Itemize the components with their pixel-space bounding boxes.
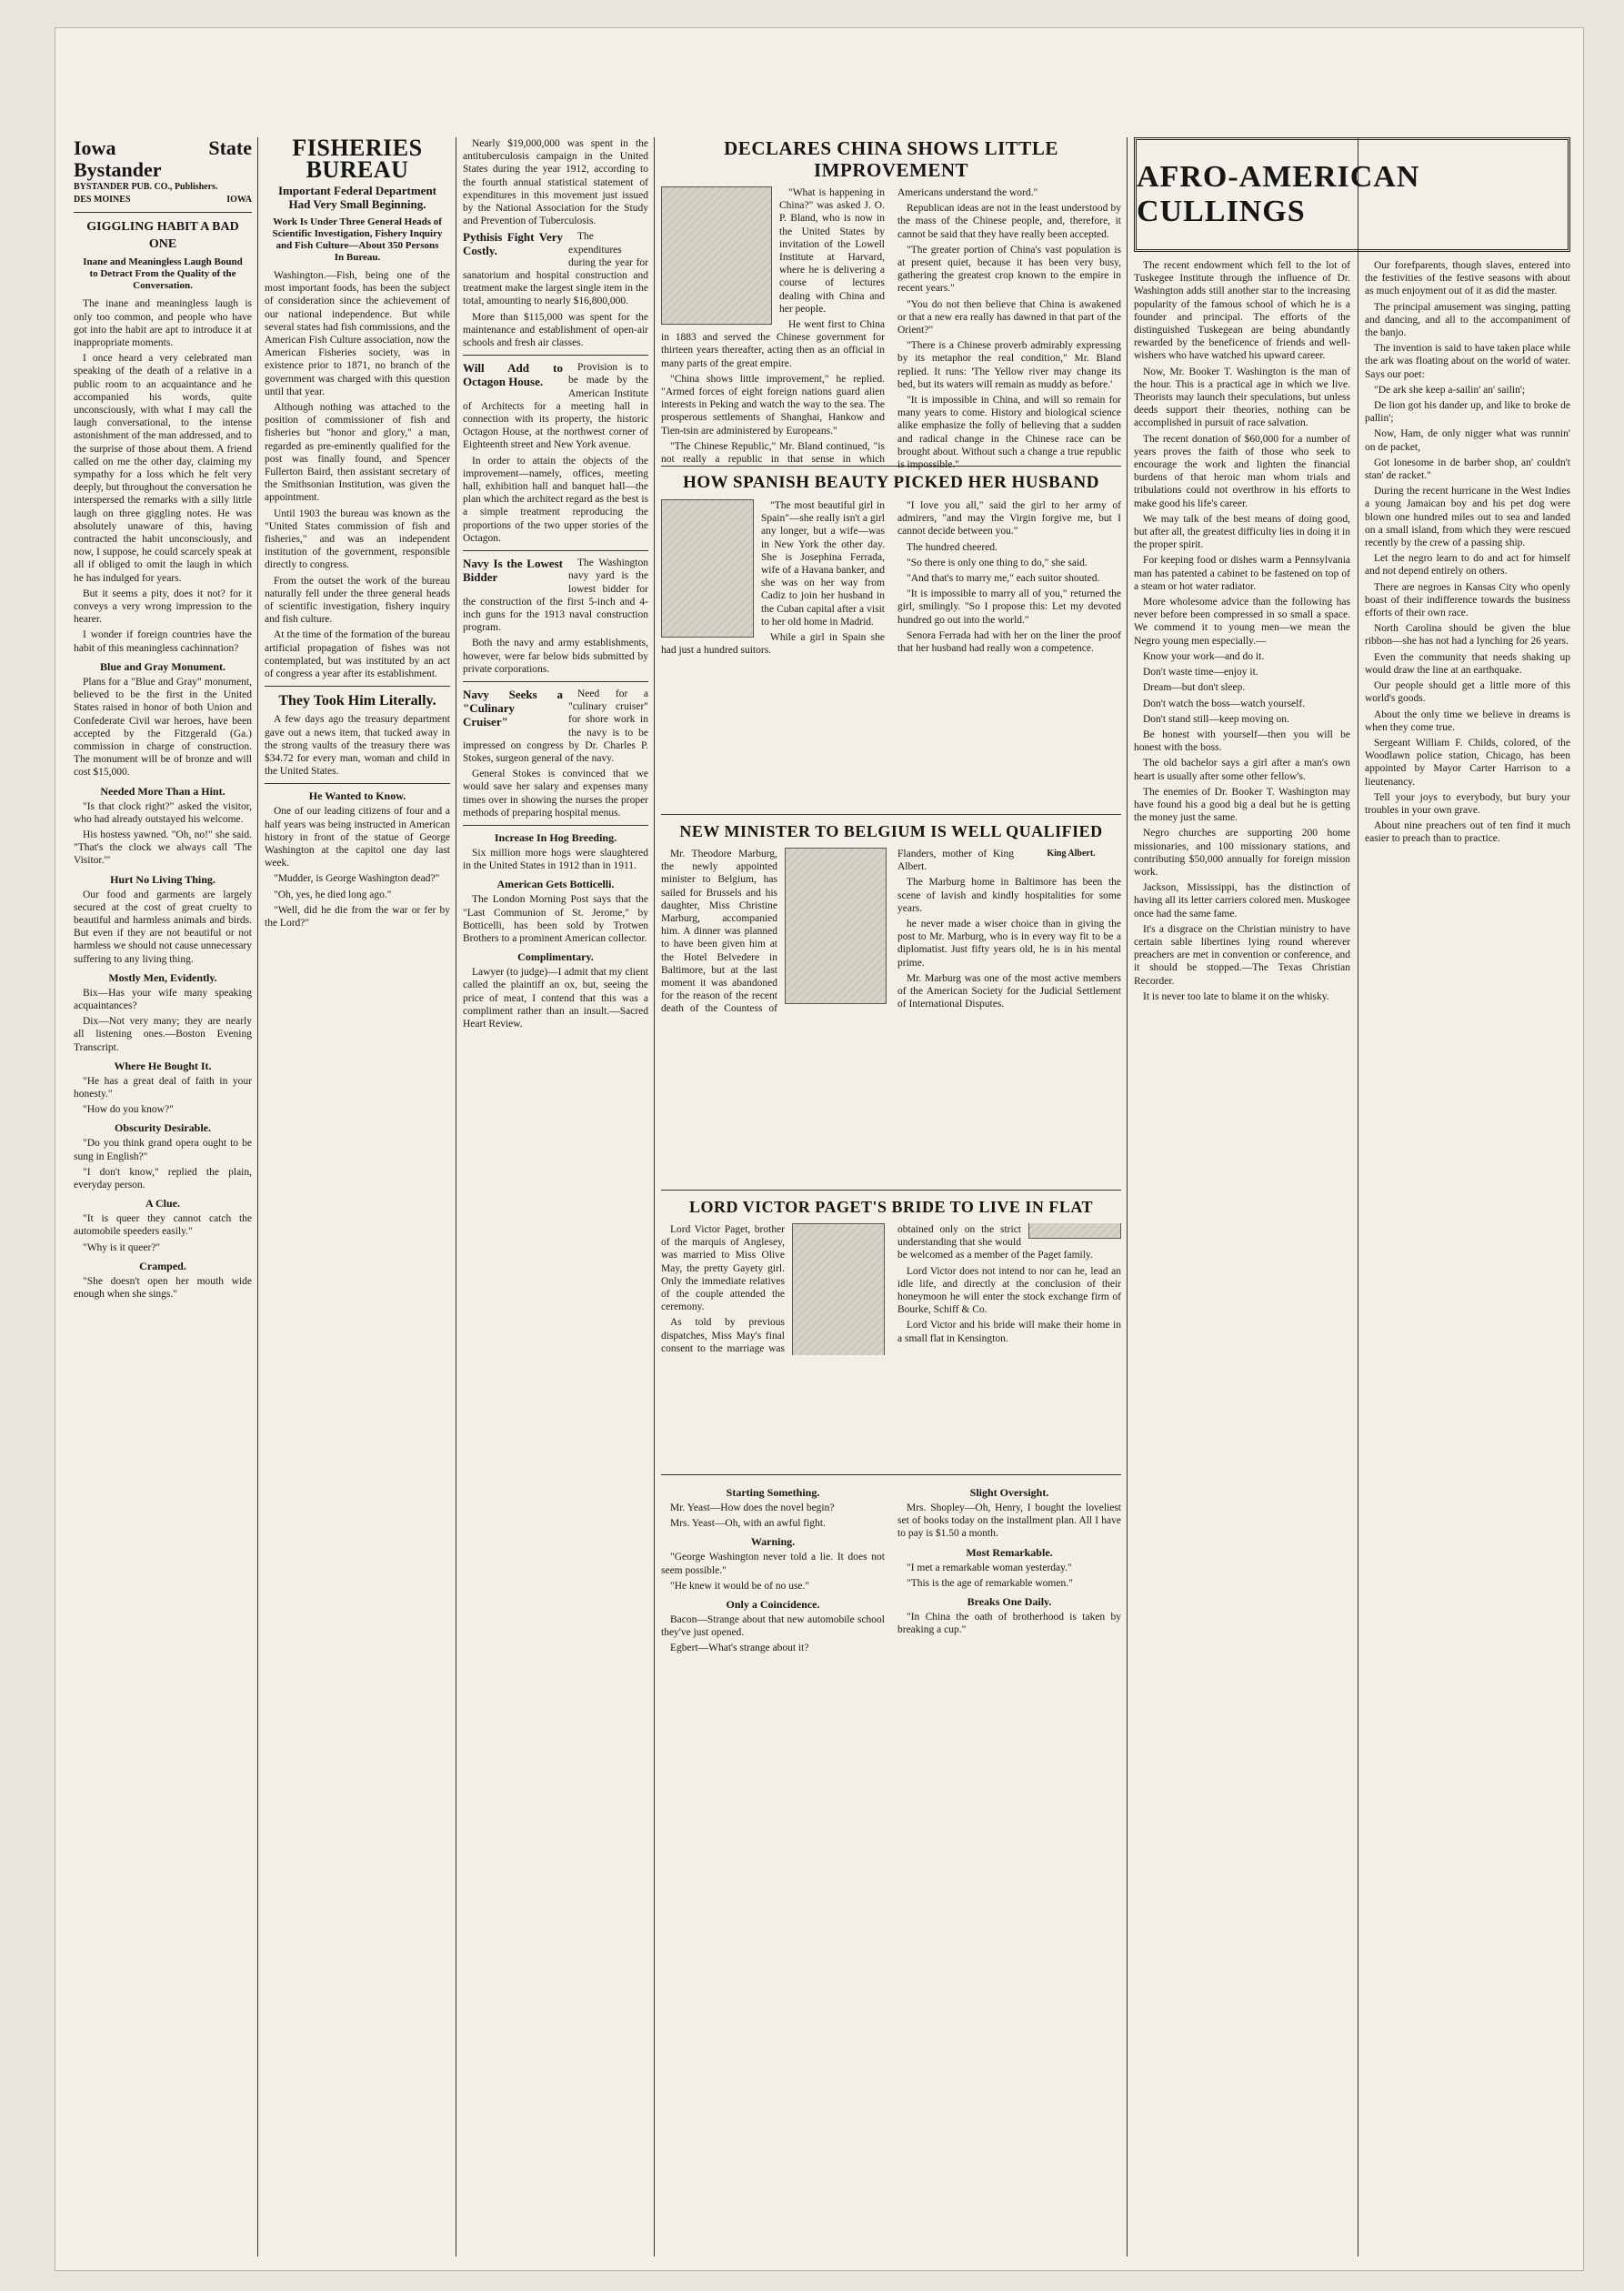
side-headline: Navy Seeks a "Culinary Cruiser" <box>463 687 563 728</box>
masthead-location: DES MOINES IOWA <box>74 195 252 206</box>
paragraph: "It is impossible in China, and will so remain for many years to come. History and biological science alike emphasize the folly of believing that a sudden and radical change in the Chinese race can be brought about. Without such a change a true republic is impossible." <box>897 395 1121 471</box>
portrait-photo <box>661 186 772 325</box>
portrait-photo <box>661 499 754 638</box>
headline: Mostly Men, Evidently. <box>108 970 217 984</box>
paragraph: Jackson, Mississippi, has the distinction of having all its letter carriers colored men. Muskogee once had the same fame. <box>1134 882 1350 919</box>
article-body <box>661 499 1121 658</box>
paragraph: "You do not then believe that China is awakened or that a new era really has dawned in that part of the Orient?" <box>897 298 1121 337</box>
paragraph: There are negroes in Kansas City who openly boast of their indifference towards the business efforts of their own race. <box>1365 581 1570 619</box>
paragraph: I once heard a very celebrated man speaking of the death of a relative in a public room to an acquaintance and he accompanied his words, quite unconsciously, with what I may call the laugh conversational, to the intense astonishment of the man addressed, and to the surprise of those about them. A friend called on me the other day, claiming my sympathy for a loss which he felt very deeply, but throughout the conversation he interspersed the remarks with a silly little laugh on three giggling notes. He was absolutely unaware of this, having contracted the habit unconsciously, and now, I suppose, he could scarcely speak at all if obliged to omit the laugh in which he has indulged for years. <box>74 353 252 584</box>
paragraph: "Why is it queer?" <box>83 1241 161 1253</box>
paragraph: Mr. Theodore Marburg, the newly appointed minister to Belgium, has sailed for Brussels and his daughter, Miss Christine Marburg, accompanied him. A dinner was planned to have been given him at the Hotel Belvedere in Baltimore, but at the last moment it was abandoned for the reason of the recent death of the Countess of Flanders, mother of King Albert. <box>661 849 1014 1015</box>
paragraph: Mr. Marburg was one of the most active members of the American Society for the Judicial Settlement of International Disputes. <box>897 972 1121 1010</box>
paragraph: Sergeant William F. Childs, colored, of the Woodlawn police station, Chicago, has been appointed by Mayor Carter Harrison to a lieutenancy. <box>1365 737 1570 788</box>
paragraph: "George Washington never told a lie. It does not seem possible." <box>661 1552 885 1576</box>
column-2 <box>265 137 450 2256</box>
paragraph: The London Morning Post says that the "Last Communion of St. Jerome," by Botticelli, has been sold by Trotwen Brothers to a prominent American collector. <box>463 894 648 944</box>
headline: GIGGLING HABIT A BAD ONE <box>86 220 239 252</box>
paragraph: "I met a remarkable woman yesterday." <box>907 1562 1072 1573</box>
paragraph: The invention is said to have taken place while the ark was floating about on the world of water. Says our poet: <box>1365 343 1570 380</box>
article-body <box>74 297 252 654</box>
paragraph: Our forefparents, though slaves, entered into the festivities of the festive seasons with about as much enjoyment out of it as did the master. <box>1365 260 1570 297</box>
paragraph: "So there is only one thing to do," she said. <box>907 557 1088 568</box>
paragraph: "And that's to marry me," each suitor shouted. <box>907 573 1100 585</box>
paragraph: The expenditures during the year for sanatorium and hospital construction and treatment make the largest single item in the total, amounting to nearly $16,800,000. <box>463 231 648 307</box>
paragraph: "How do you know?" <box>83 1104 174 1116</box>
paragraph: Nearly $19,000,000 was spent in the antituberculosis campaign in the United States during the year 1912, according to the fourth annual statistical statement of expenditures in this movement just issued by the National Association for the Study and Prevention of Tuberculosis. <box>463 138 648 227</box>
paragraph: Don't stand still—keep moving on. <box>1143 713 1289 725</box>
masthead-publisher: BYSTANDER PUB. CO., Publishers. <box>74 182 218 192</box>
paragraph: Plans for a "Blue and Gray" monument, believed to be the first in the United States raised in honor of both Union and Confederate Civil war heroes, have been accepted by the Fitzgerald (Ga.) commission in charge of construction. The monument will be of bronze and will cost $15,000. <box>74 676 252 779</box>
headline: Increase In Hog Breeding. <box>494 830 617 844</box>
center-section <box>661 137 1121 2256</box>
paragraph: North Carolina should be given the blue ribbon—she has not had a lynching for 26 years. <box>1365 623 1570 648</box>
headline: Complimentary. <box>517 950 594 964</box>
paragraph: Lord Victor Paget, brother of the marquis of Anglesey, was married to Miss Olive May, the pretty Gayety girl. Only the immediate relatives of the couple attended the ceremony. <box>661 1224 785 1313</box>
headline: Hurt No Living Thing. <box>110 872 216 886</box>
paragraph: Lord Victor does not intend to nor can he, lead an idle life, and directly at the conclusion of their honeymoon he will enter the stock exchange firm of Bourke, Schiff & Co. <box>897 1265 1121 1316</box>
side-headline: Navy Is the Lowest Bidder <box>463 557 563 585</box>
paragraph: Our people should get a little more of this world's goods. <box>1365 680 1570 705</box>
side-headline: Will Add to Octagon House. <box>463 361 563 389</box>
paragraph: He went first to China in 1883 and served the Chinese government for thirteen years thereafter, acting then as an official in many parts of the great empire. <box>661 319 885 369</box>
masthead <box>74 137 252 206</box>
paragraph: For keeping food or dishes warm a Pennsylvania man has patented a cabinet to be fastened on top of a steam or hot water radiator. <box>1134 555 1350 592</box>
paragraph: At the time of the formation of the bureau artificial propagation of fishes was not contemplated, but was instituted by an act of congress a year after its establishment. <box>265 629 450 680</box>
paragraph: "Mudder, is George Washington dead?" <box>274 873 440 885</box>
paragraph: The Washington navy yard is the lowest bidder for the construction of the first 5-inch and 4-inch guns for the 1913 naval construction program. <box>463 558 648 634</box>
paragraph: Bix—Has your wife many speaking acquaintances? <box>74 987 252 1011</box>
verse-line: Got lonesome in de barber shop, an' couldn't stan' de racket." <box>1365 457 1570 482</box>
paragraph: More wholesome advice than the following has never before been compressed in so small a space. We commend it to young men—we mean the Negro young men especially.— <box>1134 597 1350 647</box>
paragraph: One of our leading citizens of four and a half years was being instructed in American history in front of the statue of George Washington at the capitol one day last week. <box>265 806 450 869</box>
paragraph: "He has a great deal of faith in your honesty." <box>74 1075 252 1100</box>
paragraph: "Oh, yes, he died long ago." <box>274 889 392 900</box>
paragraph: Even the community that needs shaking up would draw the line at an earthquake. <box>1365 651 1570 676</box>
paragraph: Although nothing was attached to the position of commissioner of fish and fisheries but "honor and glory," a man, regarded as pre-eminently qualified for the post was finally found, and Spencer Fullerton Baird, then assistant secretary of the Smithsonian Institution, was given the appointment. <box>265 402 450 504</box>
paragraph: I wonder if foreign countries have the habit of this meaningless cachinnation? <box>74 629 252 654</box>
paragraph: The old bachelor says a girl after a man's own heart is usually after some other fellow's. <box>1134 758 1350 782</box>
headline: FISHERIES BUREAU <box>292 135 423 183</box>
column-3 <box>463 137 648 2256</box>
paragraph: In order to attain the objects of the improvement—namely, offices, meeting hall, exhibition hall and banquet hall—the plan which the architect regard as the best is a simple treatment reproducing the proportions of the two upper stories of the Octagon. <box>463 455 648 544</box>
paragraph: "She doesn't open her mouth wide enough when she sings." <box>74 1275 252 1300</box>
paragraph: Egbert—What's strange about it? <box>670 1643 809 1654</box>
paragraph: General Stokes is convinced that we would save her salary and expenses many times over in showing the nurses the proper methods of preparing hospital menus. <box>463 769 648 819</box>
paragraph: The hundred cheered. <box>907 541 997 553</box>
headline: Most Remarkable. <box>966 1545 1053 1559</box>
paragraph: Our food and garments are largely secured at the cost of great cruelty to beautiful and harmless animals and birds. But even if they are not beautiful or not harmless we should not cause unnecessary suffering to any living thing. <box>74 889 252 965</box>
paragraph: Six million more hogs were slaughtered in the United States in 1912 than in 1911. <box>463 847 648 872</box>
paragraph: Provision is to be made by the American Institute of Architects for a meeting hall in connection with its property, the historic Octagon House, at the northwest corner of Eighteenth street and New York avenue. <box>463 362 648 451</box>
headline: Cramped. <box>139 1259 186 1272</box>
paragraph: From the outset the work of the bureau naturally fell under the three general heads of scientific investigation, fishery inquiry and fish culture. <box>265 575 450 626</box>
newspaper-page <box>55 27 1584 2271</box>
paragraph: Mr. Yeast—How does the novel begin? <box>670 1502 835 1513</box>
paragraph: Tell your joys to everybody, but bury your troubles in your own grave. <box>1365 791 1570 816</box>
paragraph: During the recent hurricane in the West Indies a young Jamaican boy and his pet dog were blown one hundred miles out to sea and landed on a small island, from which they were rescued recently by the crew of a passing ship. <box>1365 486 1570 549</box>
column-rule <box>1127 137 1128 2256</box>
paragraph: Senora Ferrada had with her on the liner the proof that her husband had really won a competence. <box>897 629 1121 655</box>
headline: LORD VICTOR PAGET'S BRIDE TO LIVE IN FLAT <box>688 1198 1094 1216</box>
paragraph: Both the navy and army establishments, however, were far below bids submitted by private corporations. <box>463 638 648 675</box>
cullings-left <box>1134 259 1350 1006</box>
article-body <box>661 848 1121 1016</box>
paragraph: Mrs. Shopley—Oh, Henry, I bought the loveliest set of books today on the installment plan. All I have to pay is $1.50 a month. <box>897 1502 1121 1540</box>
paragraph: "China shows little improvement," he replied. "Armed forces of eight foreign nations guard alien interests in Peking and watch the way to the sea. The prosperous settlements of Shanghai, Hankow and Tien-tsin are administered by Europeans." <box>661 373 885 437</box>
paragraph: The enemies of Dr. Booker T. Washington may have found his a good big a deal but he is getting the money just the same. <box>1134 786 1350 824</box>
paragraph: The inane and meaningless laugh is only too common, and people who have got into the habit are apt to introduce it at inappropriate moments. <box>74 298 252 349</box>
paragraph: It's a disgrace on the Christian ministry to have certain sable libertines lying round wherever preachers are met in convention or conference, and it should be stopped.—The Texas Christian Recorder. <box>1134 923 1350 987</box>
paragraph: Now, Mr. Booker T. Washington is the man of the hour. This is a practical age in which we live. Theorists may launch their speculations, but unless deeds support their theories, nothing can be accomplished in pursuit of race salvation. <box>1134 366 1350 429</box>
headline: Warning. <box>750 1535 796 1549</box>
headline: A Clue. <box>145 1197 180 1211</box>
verse-line: De lion got his dander up, and like to broke de pallin'; <box>1365 400 1570 425</box>
paragraph: Don't watch the boss—watch yourself. <box>1143 698 1306 709</box>
article-body <box>661 186 1121 471</box>
paragraph: "This is the age of remarkable women." <box>907 1577 1073 1589</box>
headline: Breaks One Daily. <box>967 1595 1052 1609</box>
article-body <box>661 1223 1121 1355</box>
paragraph: Washington.—Fish, being one of the most important foods, has been the subject of consideration since the achievement of our national independence. But while several states had fish commissions, and the American Fish Culture association, now the American Fisheries society, was in existence prior to 1871, no branch of the government was charged with this question until that year. <box>265 270 450 397</box>
column-1 <box>74 137 252 2256</box>
paragraph: Let the negro learn to do and act for himself and not depend entirely on others. <box>1365 553 1570 578</box>
headline: Only a Coincidence. <box>726 1598 820 1612</box>
paragraph: We may talk of the best means of doing good, but after all, the greatest difficulty lies in doing it in the proper spirit. <box>1134 513 1350 551</box>
paragraph: "Is that clock right?" asked the visitor, who had already outstayed his welcome. <box>74 800 252 825</box>
headline: HOW SPANISH BEAUTY PICKED HER HUSBAND <box>683 473 1099 492</box>
portrait-photo <box>785 848 887 1004</box>
article-paget <box>661 1196 1121 1469</box>
paragraph: Need for a "culinary cruiser" for shore work in the navy is to be impressed on congress by Dr. Charles P. Stokes, surgeon general of the navy. <box>463 688 648 764</box>
short-items <box>661 1481 1121 1954</box>
cullings-section <box>1134 137 1570 2256</box>
headline: Starting Something. <box>726 1486 820 1499</box>
paragraph: Republican ideas are not in the least understood by the mass of the Chinese people, and, therefore, it cannot be said that they have really been accepted. <box>897 203 1121 240</box>
headline: NEW MINISTER TO BELGIUM IS WELL QUALIFIED <box>679 822 1103 840</box>
paragraph: "The most beautiful girl in Spain"—she really isn't a girl any longer, but a wife—was in New York the other day. She is Josephina Ferrada, wife of a Havana banker, and she was on her way from Cadiz to join her husband in the Cuban capital after a visit to her old home in Madrid. <box>761 500 885 628</box>
paragraph: "Do you think grand opera ought to be sung in English?" <box>74 1138 252 1162</box>
side-headline: Pythisis Fight Very Costly. <box>463 230 563 258</box>
verse-line: Now, Ham, de only nigger what was runnin' on de packet, <box>1365 428 1570 453</box>
paragraph: "In China the oath of brotherhood is taken by breaking a cup." <box>897 1612 1121 1636</box>
headline: Blue and Gray Monument. <box>99 659 226 673</box>
subheadline: Work Is Under Three General Heads of Scientific Investigation, Fishery Inquiry and Fish Culture—About 350 Persons In Bureau. <box>272 216 443 263</box>
paragraph: Know your work—and do it. <box>1143 650 1265 662</box>
paragraph: A few days ago the treasury department gave out a news item, that tucked away in the strong vaults of the treasury there was $34.72 for every man, woman and child in the United States. <box>265 714 450 778</box>
paragraph: "Well, did he die from the war or fer by the Lord?" <box>265 904 450 929</box>
paragraph: "It is impossible to marry all of you," returned the girl, smilingly. "So I propose this: Let my devoted hundred go out into the world." <box>897 588 1121 626</box>
short-items-right <box>897 1481 1121 1954</box>
headline: Obscurity Desirable. <box>115 1121 211 1135</box>
paragraph: The Marburg home in Baltimore has been the scene of lavish and kindly hospitalities for some years. <box>897 877 1121 914</box>
paragraph: More than $115,000 was spent for the maintenance and establishment of open-air schools and fresh air classes. <box>463 311 648 349</box>
paragraph: "It is queer they cannot catch the automobile speeders easily." <box>74 1213 252 1238</box>
paragraph: Mrs. Yeast—Oh, with an awful fight. <box>670 1518 826 1530</box>
column-rule <box>257 137 258 2256</box>
cullings-columns <box>1134 259 1570 1006</box>
paragraph: It is never too late to blame it on the whisky. <box>1143 990 1329 1002</box>
paragraph: Negro churches are supporting 200 home missionaries, and 100 missionary stations, and contributing $50,000 annually for foreign mission work. <box>1134 828 1350 878</box>
subheadline: Inane and Meaningless Laugh Bound to Detract From the Quality of the Conversation. <box>83 256 243 292</box>
headline: Slight Oversight. <box>969 1486 1049 1499</box>
subheadline: Important Federal Department Had Very Small Beginning. <box>277 184 436 211</box>
cullings-right <box>1365 259 1570 1006</box>
paragraph: "I don't know," replied the plain, everyday person. <box>74 1166 252 1191</box>
paragraph: "I love you all," said the girl to her army of admirers, "and may the Virgin forgive me, but I cannot decide between you." <box>897 500 1121 538</box>
cullings-title: AFRO-AMERICAN CULLINGS <box>1134 137 1570 252</box>
article-belgium <box>661 820 1121 1184</box>
paragraph: Bacon—Strange about that new automobile school they've just opened. <box>661 1614 885 1639</box>
paragraph: Lord Victor and his bride will make their home in a small flat in Kensington. <box>897 1320 1121 1344</box>
paragraph: Don't waste time—enjoy it. <box>1143 667 1258 678</box>
paragraph: While a girl in Spain she had just a hundred suitors. <box>661 632 885 657</box>
article-china <box>661 137 1121 471</box>
photo-caption: King Albert. <box>1047 849 1096 859</box>
column-rule <box>654 137 655 2256</box>
paragraph: As told by previous dispatches, Miss May's final consent to the marriage was obtained only on the strict understanding that she would be welcomed as a member of the Paget family. <box>661 1224 1093 1354</box>
paragraph: About nine preachers out of ten find it much easier to preach than to practice. <box>1365 820 1570 845</box>
paragraph: "The Chinese Republic," Mr. Bland continued, "is not really a republic in that sense in which Americans understand the word." <box>661 187 1038 466</box>
headline: They Took Him Literally. <box>278 693 436 709</box>
paragraph: Dix—Not very many; they are nearly all listening ones.—Boston Evening Transcript. <box>74 1016 252 1053</box>
masthead-title: Iowa State Bystander <box>74 136 252 181</box>
headline: American Gets Botticelli. <box>496 878 615 891</box>
paragraph: But it seems a pity, does it not? for it conveys a very wrong impression to the hearer. <box>74 588 252 626</box>
paragraph: His hostess yawned. "Oh, no!" she said. "That's the clock we always call 'The Visitor.'" <box>74 829 252 867</box>
short-items-left <box>661 1481 885 1954</box>
paragraph: The recent endowment which fell to the lot of Tuskegee Institute through the influence of Dr. Washington adds still another star to the increasing popularity of the famous school of which he is a founder and principal. The efforts of the distinguished Tuskegean are being abundantly rewarded by the beneficence of friends and well-wishers who have watched his upward career. <box>1134 260 1350 362</box>
headline: DECLARES CHINA SHOWS LITTLE IMPROVEMENT <box>724 137 1058 181</box>
paragraph: The principal amusement was singing, patting and dancing, and all to the accompaniment of the banjo. <box>1365 301 1570 339</box>
paragraph: "The greater portion of China's vast population is at present quiet, because it has been very busy, gathering the greatest crop known to the empire in recent years." <box>897 244 1121 295</box>
paragraph: "There is a Chinese proverb admirably expressing by its metaphor the real condition," Mr. Bland replied. It runs: 'The Yellow river may change its bed, but its waters will remain as muddy as before.' <box>897 340 1121 390</box>
paragraph: The recent donation of $60,000 for a number of years proves the faith of those who seek to encourage the work and lighten the financial burdens of that heroic man whom trials and tribulations could not overthrow in his efforts to make good his life's career. <box>1134 433 1350 509</box>
paragraph: Until 1903 the bureau was known as the "United States commission of fish and fisheries," and was an independent institution of the government, responsible directly to congress. <box>265 507 450 571</box>
headline: He Wanted to Know. <box>308 789 406 803</box>
headline: Needed More Than a Hint. <box>100 784 226 798</box>
paragraph: Be honest with yourself—then you will be honest with the boss. <box>1134 728 1350 754</box>
article-spanish-beauty <box>661 472 1121 809</box>
verse-line: "De ark she keep a-sailin' an' sailin'; <box>1374 384 1526 396</box>
paragraph: Dream—but don't sleep. <box>1143 682 1246 694</box>
paragraph: "What is happening in China?" was asked J. O. P. Bland, who is now in the United States by invitation of the Lowell Institute at Harvard, where he is delivering a course of lectures dealing with China and her people. <box>779 187 885 315</box>
paragraph: "He knew it would be of no use." <box>670 1580 810 1592</box>
paragraph: About the only time we believe in dreams is when they come true. <box>1365 708 1570 733</box>
paragraph: he never made a wiser choice than in giving the post to Mr. Marburg, who is in every way fit to be a diplomatist. Just fifty years old, he is in his mental prime. <box>897 919 1121 969</box>
paragraph: Lawyer (to judge)—I admit that my client called the plaintiff an ox, but, seeing the price of meat, I contend that this was a compliment rather than an insult.—Sacred Heart Review. <box>463 967 648 1030</box>
headline: Where He Bought It. <box>114 1059 212 1072</box>
